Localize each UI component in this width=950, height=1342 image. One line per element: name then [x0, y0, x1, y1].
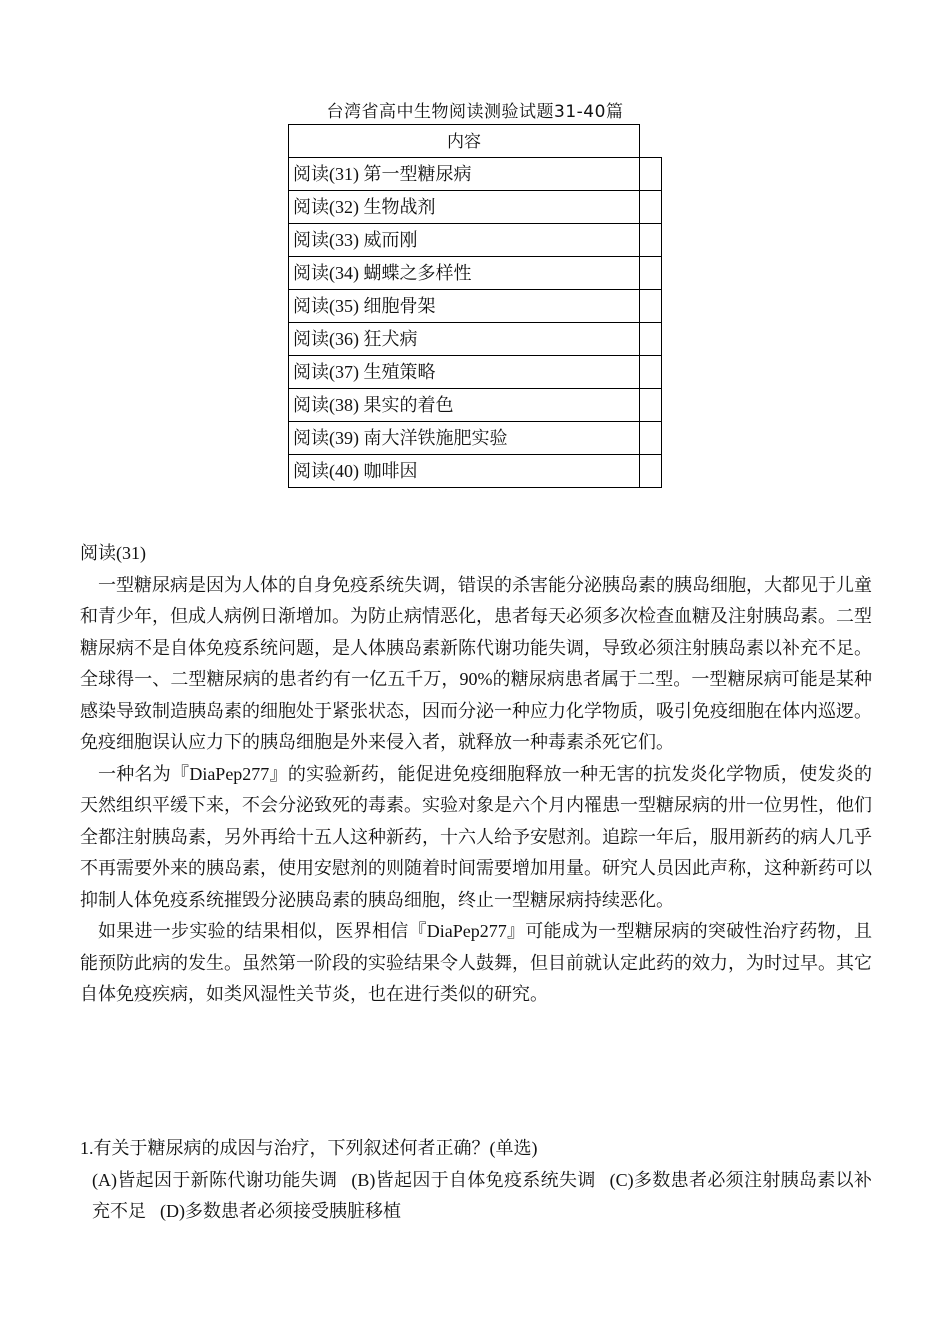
document-title: 台湾省高中生物阅读测验试题31-40篇	[326, 102, 624, 122]
toc-item: 阅读(37) 生殖策略	[288, 355, 640, 389]
toc-item: 阅读(32) 生物战剂	[288, 190, 640, 224]
toc-row	[288, 157, 662, 191]
reading-paragraph: 如果进一步实验的结果相似，医界相信『DiaPep277』可能成为一型糖尿病的突破性治疗药物，且能预防此病的发生。虽然第一阶段的实验结果令人鼓舞，但目前就认定此药的效力，为时过早。其它自体免疫疾病，如类风湿性关节炎，也在进行类似的研究。	[80, 921, 872, 1004]
toc-item: 阅读(33) 威而刚	[288, 223, 640, 257]
toc-row	[288, 223, 662, 257]
toc-blank-cell	[640, 190, 662, 224]
reading-heading: 阅读(31)	[80, 543, 146, 563]
reading-passage	[80, 538, 872, 1011]
toc-header: 内容	[288, 124, 640, 158]
toc-item: 阅读(35) 细胞骨架	[288, 289, 640, 323]
toc-header-row	[288, 124, 662, 158]
toc-blank-cell	[640, 157, 662, 191]
toc-row	[288, 421, 662, 455]
reading-paragraph: 一种名为『DiaPep277』的实验新药，能促进免疫细胞释放一种无害的抗发炎化学物质，使发炎的天然组织平缓下来，不会分泌致死的毒素。实验对象是六个月内罹患一型糖尿病的卅一位男性，他们全都注射胰岛素，另外再给十五人这种新药，十六人给予安慰剂。追踪一年后，服用新药的病人几乎不再需要外来的胰岛素，使用安慰剂的则随着时间需要增加用量。研究人员因此声称，这种新药可以抑制人体免疫系统摧毁分泌胰岛素的胰岛细胞，终止一型糖尿病持续恶化。	[80, 763, 872, 910]
toc-row	[288, 256, 662, 290]
toc-blank-cell	[640, 421, 662, 455]
toc-row	[288, 355, 662, 389]
toc-item: 阅读(34) 蝴蝶之多样性	[288, 256, 640, 290]
toc-row	[288, 388, 662, 422]
toc-item: 阅读(36) 狂犬病	[288, 322, 640, 356]
question-block	[80, 1133, 872, 1228]
option-b: (B)皆起因于自体免疫系统失调	[351, 1169, 596, 1190]
toc-blank-cell	[640, 454, 662, 488]
toc-item: 阅读(39) 南大洋铁施肥实验	[288, 421, 640, 455]
question-stem: 1.有关于糖尿病的成因与治疗，下列叙述何者正确？(单选)	[80, 1138, 538, 1158]
question-options	[80, 1165, 872, 1228]
toc-row	[288, 190, 662, 224]
option-a: (A)皆起因于新陈代谢功能失调	[92, 1169, 338, 1190]
option-c: (C)多数患者必须注射胰岛素以补充不足	[92, 1169, 872, 1221]
toc-item: 阅读(40) 咖啡因	[288, 454, 640, 488]
toc-row	[288, 322, 662, 356]
toc-item: 阅读(38) 果实的着色	[288, 388, 640, 422]
option-d: (D)多数患者必须接受胰脏移植	[160, 1201, 401, 1221]
toc-item: 阅读(31) 第一型糖尿病	[288, 157, 640, 191]
toc-row	[288, 454, 662, 488]
toc-blank-cell	[640, 223, 662, 257]
toc-blank-cell	[640, 322, 662, 356]
toc-blank-cell	[640, 388, 662, 422]
toc-header-blank	[640, 124, 662, 158]
toc-blank-cell	[640, 289, 662, 323]
toc-blank-cell	[640, 355, 662, 389]
reading-paragraph: 一型糖尿病是因为人体的自身免疫系统失调，错误的杀害能分泌胰岛素的胰岛细胞，大都见于儿童和青少年，但成人病例日渐增加。为防止病情恶化，患者每天必须多次检查血糖及注射胰岛素。二型糖尿病不是自体免疫系统问题，是人体胰岛素新陈代谢功能失调，导致必须注射胰岛素以补充不足。全球得一、二型糖尿病的患者约有一亿五千万，90%的糖尿病患者属于二型。一型糖尿病可能是某种感染导致制造胰岛素的细胞处于紧张状态，因而分泌一种应力化学物质，吸引免疫细胞在体内巡逻。免疫细胞误认应力下的胰岛细胞是外来侵入者，就释放一种毒素杀死它们。	[80, 574, 872, 752]
toc-row	[288, 289, 662, 323]
table-of-contents	[288, 124, 662, 488]
toc-blank-cell	[640, 256, 662, 290]
